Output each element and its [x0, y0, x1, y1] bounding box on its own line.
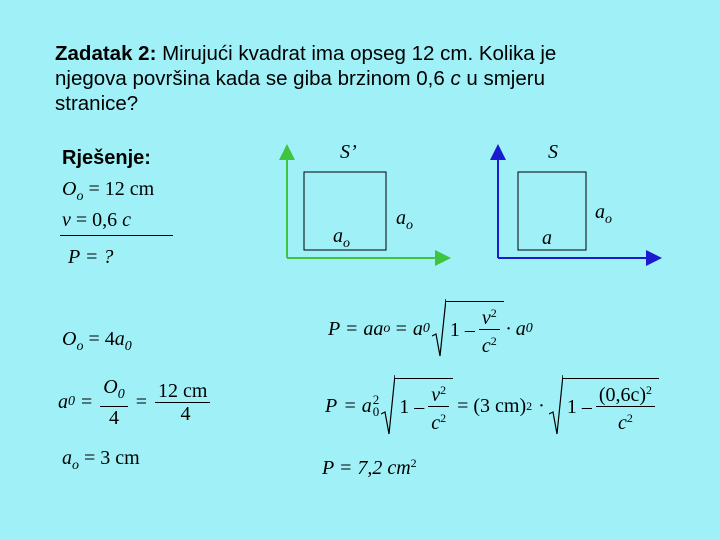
given-v-val: = 0,6	[70, 209, 123, 231]
a0-result-sub: o	[72, 457, 79, 473]
ps-num2: (0,6c)	[598, 384, 647, 406]
left-right-sub: o	[406, 217, 413, 233]
right-right-sub: o	[605, 211, 612, 227]
frame-s-axes	[498, 152, 654, 258]
ps-den-sup: 2	[440, 411, 447, 425]
pf-mult: · a	[505, 318, 526, 340]
pf-lhs-sub: o	[383, 321, 391, 336]
problem-text-line2: njegova površina kada se giba brzinom 0,6	[55, 67, 451, 90]
ps-lhs: P	[325, 395, 338, 417]
problem-label: Zadatak 2:	[55, 42, 157, 65]
frame-s-label: S	[548, 141, 558, 163]
pr-text: P = 7,2 cm	[322, 457, 411, 480]
left-bottom-sub: o	[343, 235, 350, 251]
pf-one: 1 –	[449, 318, 475, 341]
problem-text-line2-end: u smjeru	[460, 67, 545, 90]
pf-sqrt	[432, 298, 504, 360]
side-length-result	[62, 446, 140, 478]
frac1-num-sub: 0	[117, 386, 125, 402]
ps-den2-sup: 2	[626, 411, 633, 425]
perim-lhs-sub: o	[76, 338, 84, 354]
side-length-equation	[58, 376, 210, 429]
problem-text-line1: Mirujući kvadrat ima opseg 12 cm. Kolika je	[156, 42, 557, 65]
problem-text-line3: stranice?	[55, 92, 139, 115]
frac2-den: 4	[180, 402, 191, 425]
frac1-num: O	[103, 376, 118, 398]
frame-s-prime-axes	[287, 152, 443, 258]
ps-num2-sup: 2	[646, 382, 653, 397]
given-v-c: c	[122, 209, 132, 231]
ps-num: v	[431, 384, 441, 406]
pf-eq-sub: 0	[422, 321, 430, 336]
ps-a-sub: 0	[372, 404, 380, 419]
pf-eq: = a	[394, 318, 423, 340]
given-o-sub: o	[76, 188, 84, 204]
ps-mid: = (3 cm)	[457, 395, 527, 417]
given-o-var: O	[62, 178, 77, 200]
square-s	[518, 172, 586, 250]
ps-den: c	[431, 412, 441, 435]
perim-eq: = 4	[83, 328, 115, 350]
area-formula	[328, 298, 533, 360]
pr-sup: 2	[410, 456, 417, 470]
ps-one2: 1 –	[566, 395, 592, 418]
area-result	[322, 451, 417, 480]
ps-a-sup: 2	[372, 392, 380, 407]
unknown-area: P = ?	[68, 246, 114, 268]
left-right-side-label	[396, 206, 413, 238]
perim-rhs-sub: 0	[124, 338, 132, 354]
equals-sign-2: =	[135, 391, 148, 414]
frame-s-prime-label: S’	[340, 141, 357, 163]
ps-radical2-icon	[549, 374, 563, 438]
ps-sqrt1	[381, 374, 453, 438]
left-bottom-side-label	[333, 224, 350, 256]
pf-den-sup: 2	[490, 334, 497, 348]
ps-mid-sup: 2	[526, 399, 533, 413]
ps-radical1-icon	[381, 374, 395, 438]
pf-lhs: P = aa	[328, 318, 384, 340]
solution-heading: Rješenje:	[62, 147, 151, 169]
a0-result-rhs: = 3 cm	[79, 447, 140, 469]
pf-num-sup: 2	[490, 305, 497, 320]
ps-dot: ·	[538, 395, 545, 417]
given-o-val: = 12 cm	[83, 178, 155, 200]
a0-lhs-sub: 0	[68, 394, 75, 410]
a0-lhs: a	[58, 391, 68, 414]
ps-eq: = a	[343, 395, 372, 417]
right-bottom-side-label: a	[542, 227, 552, 249]
right-right-a: a	[595, 201, 605, 223]
perimeter-equation	[62, 327, 132, 359]
a0-result-lhs: a	[62, 447, 72, 469]
perim-lhs: O	[62, 328, 77, 350]
frac1-den: 4	[109, 406, 119, 429]
given-v-var: v	[62, 209, 71, 231]
area-substitution	[325, 374, 659, 438]
pf-mult-sub: 0	[525, 321, 533, 336]
ps-num-sup: 2	[440, 382, 447, 397]
perim-rhs: a	[114, 328, 125, 350]
left-right-a: a	[396, 207, 406, 229]
pf-radical-icon	[432, 298, 446, 360]
ps-one: 1 –	[399, 395, 425, 418]
problem-c: c	[450, 67, 461, 90]
ps-sqrt2	[549, 374, 659, 438]
ps-den2: c	[617, 412, 627, 435]
equals-sign-1: =	[81, 391, 93, 414]
frac2-num: 12 cm	[155, 380, 210, 403]
pf-den: c	[481, 335, 491, 358]
right-right-side-label	[595, 200, 612, 232]
fraction-o0-over-4	[100, 376, 127, 429]
fraction-12cm-over-4	[155, 380, 210, 425]
pf-num: v	[481, 307, 491, 329]
left-bottom-a: a	[333, 225, 343, 247]
